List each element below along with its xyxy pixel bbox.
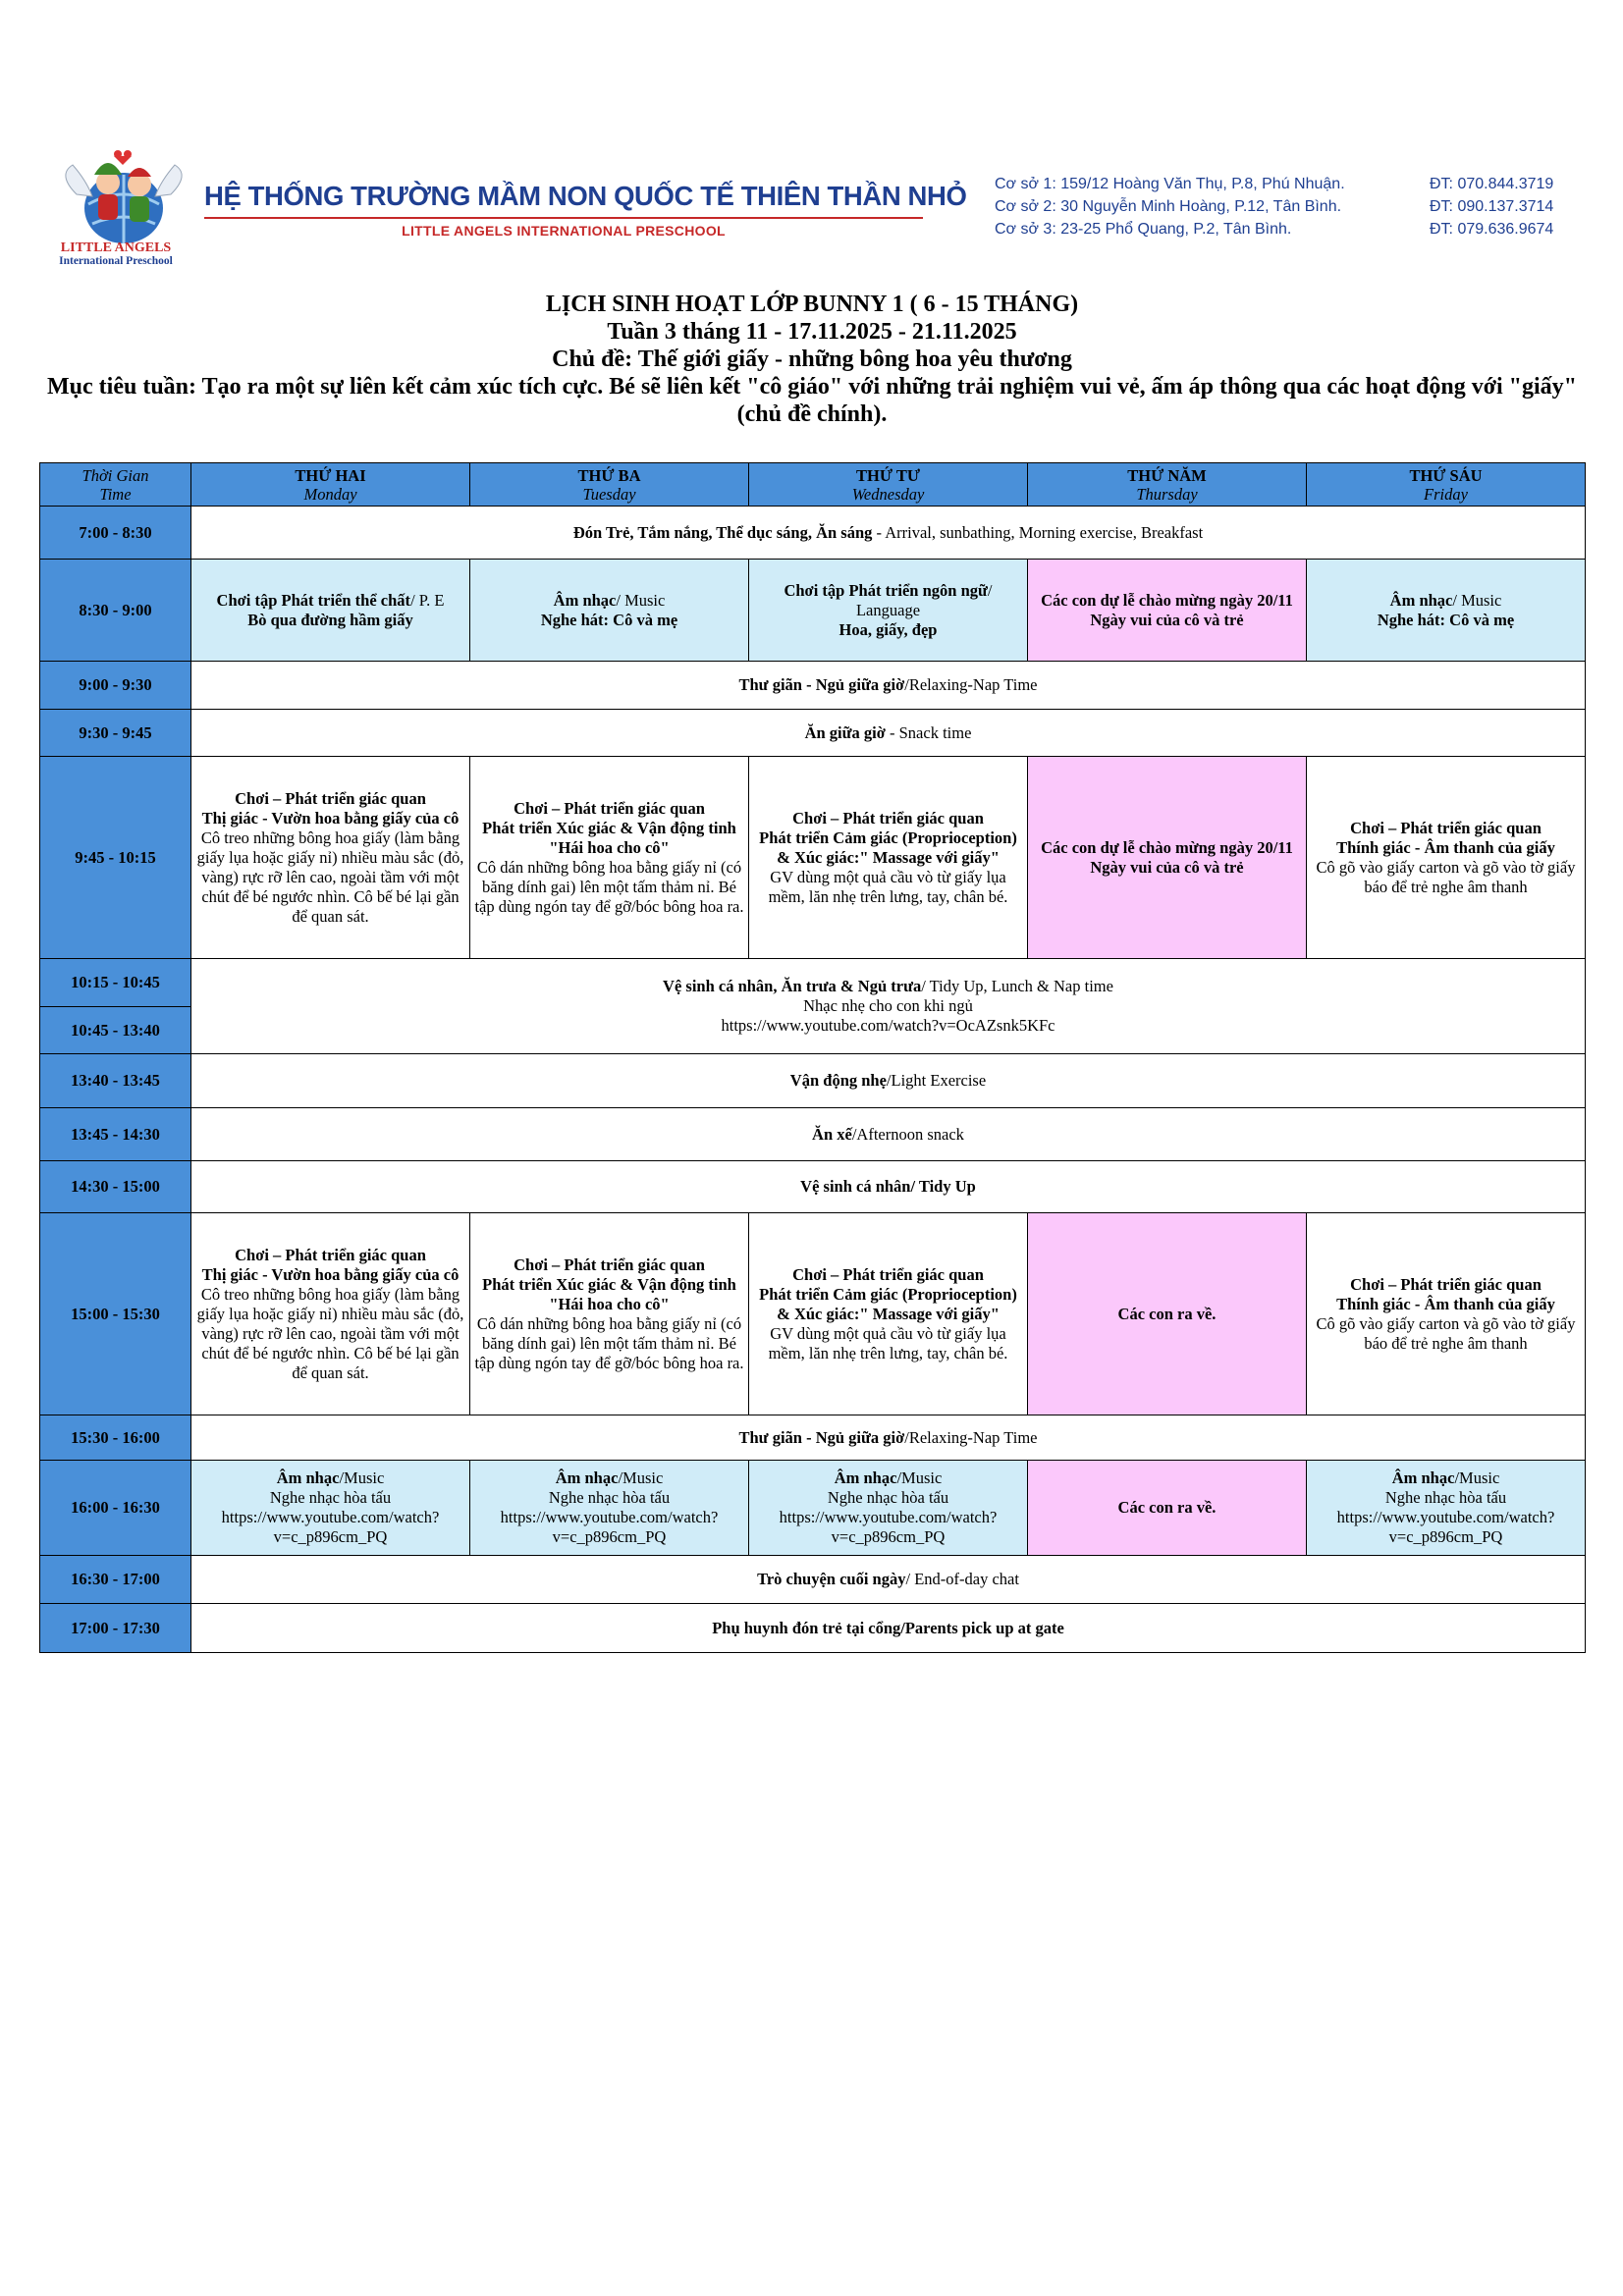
activity-cell: Chơi – Phát triển giác quan Phát triển Cảm giác (Proprioception) & Xúc giác:" Massage với giấy" GV dùng một quả cầu vò từ giấy lụa mềm, lăn nhẹ trên lưng, tay, chân bé. [749,757,1028,959]
time-cell: 7:00 - 8:30 [40,507,191,560]
activity-cell: Các con ra về. [1028,1461,1307,1556]
activity-cell: Vệ sinh cá nhân/ Tidy Up [191,1161,1586,1213]
table-row [40,507,1586,560]
school-logo [37,145,194,265]
activity-cell: Chơi – Phát triển giác quan Thị giác - Vườn hoa bằng giấy của cô Cô treo những bông hoa giấy (làm bằng giấy lụa hoặc giấy nỉ) nhiều màu sắc (đỏ, vàng) rực rỡ lên cao, ngoài tầm với một chút để bé ngước nhìn. Cô bế bé lại gần để quan sát. [191,757,470,959]
campus-row [995,195,1553,218]
table-row [40,710,1586,757]
col-header-time: Thời Gian Time [40,463,191,507]
activity-cell: Vệ sinh cá nhân, Ăn trưa & Ngủ trưa/ Tidy Up, Lunch & Nap time Nhạc nhẹ cho con khi ngủ https://www.youtube.com/watch?v=OcAZsnk5KFc [191,959,1586,1054]
campus-address: Cơ sở 3: 23-25 Phổ Quang, P.2, Tân Bình. [995,221,1292,238]
activity-cell: Âm nhạc/Music Nghe nhạc hòa tấu https://www.youtube.com/watch?v=c_p896cm_PQ [470,1461,749,1556]
activity-cell: Chơi tập Phát triển ngôn ngữ/ Language Hoa, giấy, đẹp [749,560,1028,662]
campus-row [995,218,1553,240]
campus-address: Cơ sở 1: 159/12 Hoàng Văn Thụ, P.8, Phú Nhuận. [995,176,1345,192]
table-row [40,560,1586,662]
activity-cell: Chơi – Phát triển giác quan Thị giác - Vườn hoa bằng giấy của cô Cô treo những bông hoa giấy (làm bằng giấy lụa hoặc giấy nỉ) nhiều màu sắc (đỏ, vàng) rực rỡ lên cao, ngoài tầm với một chút để bé ngước nhìn. Cô bế bé lại gần để quan sát. [191,1213,470,1415]
schedule-title: LỊCH SINH HOẠT LỚP BUNNY 1 ( 6 - 15 THÁNG) [545,292,1079,317]
time-cell: 13:45 - 14:30 [40,1108,191,1161]
time-cell: 15:00 - 15:30 [40,1213,191,1415]
campus-row [995,173,1553,195]
weekly-goal: Mục tiêu tuần: Tạo ra một sự liên kết cảm xúc tích cực. Bé sẽ liên kết "cô giáo" với những trải nghiệm vui vẻ, ấm áp thông qua các hoạt động với "giấy" (chủ đề chính). [47,374,1577,427]
table-row [40,1213,1586,1415]
time-cell: 16:00 - 16:30 [40,1461,191,1556]
table-row [40,757,1586,959]
activity-cell: Âm nhạc/ Music Nghe hát: Cô và mẹ [1307,560,1586,662]
table-row [40,1461,1586,1556]
activity-cell: Âm nhạc/Music Nghe nhạc hòa tấu https://www.youtube.com/watch?v=c_p896cm_PQ [1307,1461,1586,1556]
activity-cell: Thư giãn - Ngủ giữa giờ/Relaxing-Nap Time [191,1415,1586,1461]
activity-cell: Chơi – Phát triển giác quan Thính giác - Âm thanh của giấy Cô gõ vào giấy carton và gõ vào tờ giấy báo để trẻ nghe âm thanh [1307,1213,1586,1415]
activity-cell: Âm nhạc/ Music Nghe hát: Cô và mẹ [470,560,749,662]
activity-cell: Các con dự lễ chào mừng ngày 20/11 Ngày vui của cô và trẻ [1028,560,1307,662]
activity-cell: Thư giãn - Ngủ giữa giờ/Relaxing-Nap Time [191,662,1586,710]
table-row [40,1161,1586,1213]
time-cell: 9:00 - 9:30 [40,662,191,710]
school-name-en: LITTLE ANGELS INTERNATIONAL PRESCHOOL [402,223,726,239]
logo-subtext: International Preschool [59,255,173,265]
activity-cell: Phụ huynh đón trẻ tại cổng/Parents pick up at gate [191,1604,1586,1653]
activity-cell: Chơi – Phát triển giác quan Thính giác - Âm thanh của giấy Cô gõ vào giấy carton và gõ vào tờ giấy báo để trẻ nghe âm thanh [1307,757,1586,959]
table-row [40,959,1586,1007]
table-row [40,1604,1586,1653]
logo-text: LITTLE ANGELS [60,240,172,255]
activity-cell: Chơi – Phát triển giác quan Phát triển Xúc giác & Vận động tinh "Hái hoa cho cô" Cô dán những bông hoa bằng giấy nỉ (có băng dính gai) lên một tấm thảm nỉ. Bé tập dùng ngón tay để gỡ/bóc bông hoa ra. [470,757,749,959]
col-header-wednesday: THỨ TƯ Wednesday [749,463,1028,507]
school-brand [204,181,967,239]
activity-cell: Chơi – Phát triển giác quan Phát triển Cảm giác (Proprioception) & Xúc giác:" Massage với giấy" GV dùng một quả cầu vò từ giấy lụa mềm, lăn nhẹ trên lưng, tay, chân bé. [749,1213,1028,1415]
activity-cell: Các con ra về. [1028,1213,1307,1415]
col-header-thursday: THỨ NĂM Thursday [1028,463,1307,507]
schedule-titles [39,291,1585,428]
time-cell: 14:30 - 15:00 [40,1161,191,1213]
time-cell: 13:40 - 13:45 [40,1054,191,1108]
table-row [40,1054,1586,1108]
campus-address: Cơ sở 2: 30 Nguyễn Minh Hoàng, P.12, Tân Bình. [995,198,1342,215]
time-cell: 10:15 - 10:45 [40,959,191,1007]
col-header-friday: THỨ SÁU Friday [1307,463,1586,507]
activity-cell: Chơi tập Phát triển thể chất/ P. E Bò qua đường hầm giấy [191,560,470,662]
activity-cell: Đón Trẻ, Tắm nắng, Thể dục sáng, Ăn sáng - Arrival, sunbathing, Morning exercise, Breakfast [191,507,1586,560]
table-header-row [40,463,1586,507]
activity-cell: Các con dự lễ chào mừng ngày 20/11 Ngày vui của cô và trẻ [1028,757,1307,959]
table-row [40,1415,1586,1461]
week-range: Tuần 3 tháng 11 - 17.11.2025 - 21.11.2025 [607,319,1017,345]
time-cell: 16:30 - 17:00 [40,1556,191,1604]
campus-phone: ĐT: 079.636.9674 [1430,221,1554,238]
campus-phone: ĐT: 090.137.3714 [1430,198,1554,215]
activity-cell: Âm nhạc/Music Nghe nhạc hòa tấu https://www.youtube.com/watch?v=c_p896cm_PQ [749,1461,1028,1556]
theme: Chủ đề: Thế giới giấy - những bông hoa yêu thương [552,347,1072,372]
time-cell: 8:30 - 9:00 [40,560,191,662]
activity-cell: Âm nhạc/Music Nghe nhạc hòa tấu https://www.youtube.com/watch?v=c_p896cm_PQ [191,1461,470,1556]
campus-contacts [995,173,1553,240]
col-header-tuesday: THỨ BA Tuesday [470,463,749,507]
time-cell: 9:45 - 10:15 [40,757,191,959]
activity-cell: Trò chuyện cuối ngày/ End-of-day chat [191,1556,1586,1604]
table-row [40,1108,1586,1161]
activity-cell: Vận động nhẹ/Light Exercise [191,1054,1586,1108]
school-name: HỆ THỐNG TRƯỜNG MẦM NON QUỐC TẾ THIÊN THẦN NHỎ [204,181,967,211]
time-cell: 17:00 - 17:30 [40,1604,191,1653]
table-row [40,662,1586,710]
table-row [40,1556,1586,1604]
activity-cell: Ăn xế/Afternoon snack [191,1108,1586,1161]
time-cell: 9:30 - 9:45 [40,710,191,757]
activity-cell: Chơi – Phát triển giác quan Phát triển Xúc giác & Vận động tinh "Hái hoa cho cô" Cô dán những bông hoa bằng giấy nỉ (có băng dính gai) lên một tấm thảm nỉ. Bé tập dùng ngón tay để gỡ/bóc bông hoa ra. [470,1213,749,1415]
brand-divider [204,217,923,219]
time-cell: 10:45 - 13:40 [40,1007,191,1054]
campus-phone: ĐT: 070.844.3719 [1430,176,1554,192]
activity-cell: Ăn giữa giờ - Snack time [191,710,1586,757]
time-cell: 15:30 - 16:00 [40,1415,191,1461]
schedule-table [39,462,1586,1653]
col-header-monday: THỨ HAI Monday [191,463,470,507]
